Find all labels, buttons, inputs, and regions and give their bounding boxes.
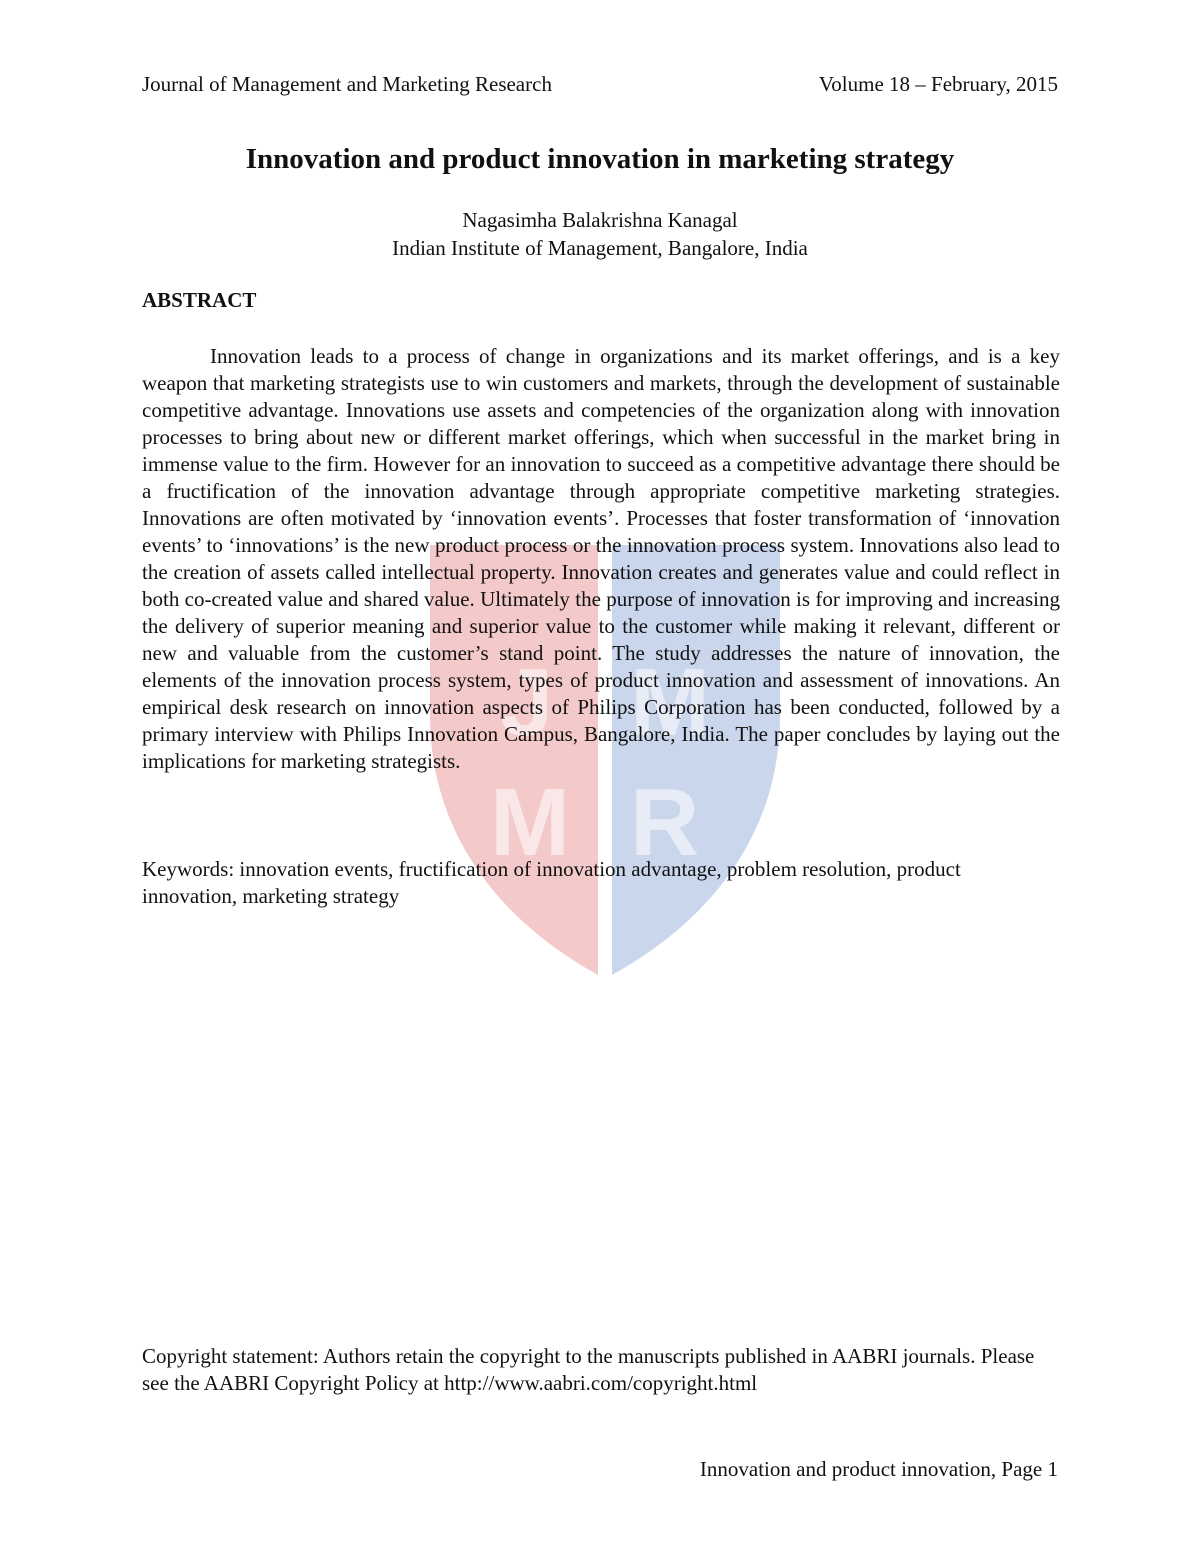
copyright-statement: Copyright statement: Authors retain the copyright to the manuscripts published in AABRI journals. Please see the AABRI Copyright Policy at http://www.aabri.com/copyright.html: [142, 1344, 1035, 1395]
keywords: Keywords: innovation events, fructification of innovation advantage, problem resolution, product innovation, marketing strategy: [142, 857, 961, 908]
author-block: [0, 206, 1200, 262]
journal-name: Journal of Management and Marketing Research: [142, 72, 552, 96]
watermark-letter-1: J: [500, 649, 554, 756]
watermark-letter-4: R: [630, 769, 700, 876]
watermark-letter-2: M: [630, 649, 710, 756]
abstract-body: Innovation leads to a process of change in organizations and its market offerings, and is a key weapon that marketing strategists use to win customers and markets, through the development of sustainable competitive advantage. Innovations use assets and competencies of the organization along with innovation processes to bring about new or different market offerings, which when successful in the market bring in immense value to the firm. However for an innovation to succeed as a competitive advantage there should be a fructification of the innovation advantage through appropriate competitive marketing strategies. Innovations are often motivated by ‘innovation events’. Processes that foster transformation of ‘innovation events’ to ‘innovations’ is the new product process or the innovation process system. Innovations also lead to the creation of assets called intellectual property. Innovation creates and generates value and could reflect in both co-created value and shared value. Ultimately the purpose of innovation is for improving and increasing the delivery of superior meaning and superior value to the customer while making it relevant, different or new and valuable from the customer’s stand point. The study addresses the nature of innovation, the elements of the innovation process system, types of product innovation and assessment of innovations. An empirical desk research on innovation aspects of Philips Corporation has been conducted, followed by a primary interview with Philips Innovation Campus, Bangalore, India. The paper concludes by laying out the implications for marketing strategists.: [142, 344, 1060, 773]
paper-title: Innovation and product innovation in marketing strategy: [245, 143, 955, 175]
page-footer: Innovation and product innovation, Page 1: [699, 1457, 1058, 1481]
volume-date: Volume 18 – February, 2015: [818, 72, 1058, 96]
abstract-heading: ABSTRACT: [142, 288, 257, 312]
author-affiliation: Indian Institute of Management, Bangalore, India: [392, 236, 808, 260]
watermark-letter-3: M: [490, 769, 570, 876]
author-name: Nagasimha Balakrishna Kanagal: [462, 208, 738, 232]
